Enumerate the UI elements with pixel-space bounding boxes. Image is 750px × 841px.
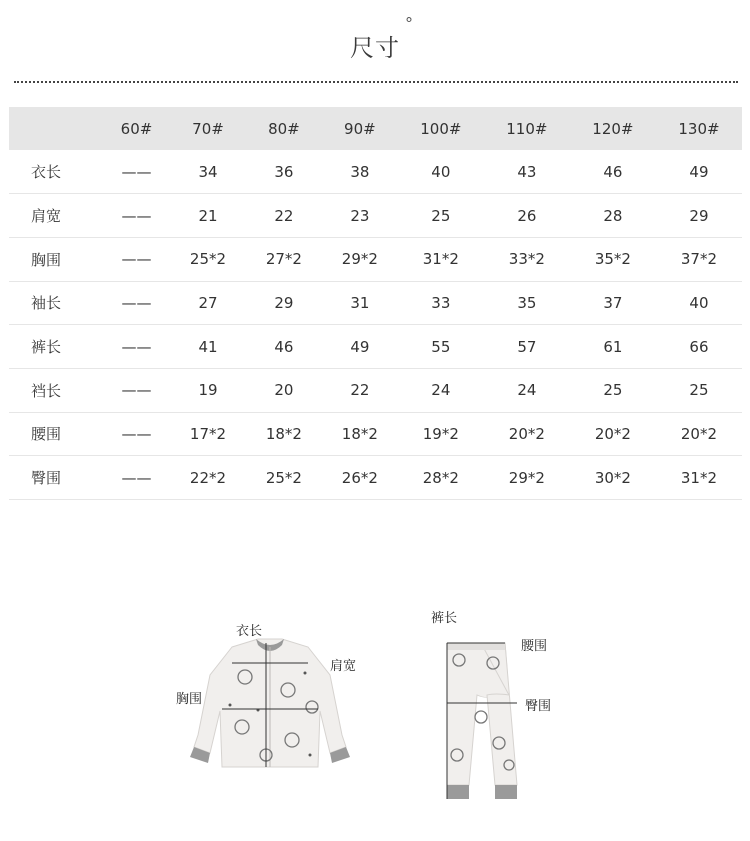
- table-row: [9, 194, 742, 238]
- table-cell: 20*2: [484, 412, 570, 456]
- table-cell: 35*2: [570, 237, 656, 281]
- table-cell: ——: [103, 412, 170, 456]
- table-cell: 22*2: [170, 456, 246, 500]
- table-cell: 20*2: [570, 412, 656, 456]
- table-cell: 22: [322, 368, 398, 412]
- table-cell: 49: [322, 325, 398, 369]
- table-cell: ——: [103, 237, 170, 281]
- table-cell: 46: [246, 325, 322, 369]
- table-cell: 37: [570, 281, 656, 325]
- header-size: 120#: [592, 119, 634, 138]
- header-size: 130#: [678, 119, 720, 138]
- title-mark: °: [405, 14, 414, 33]
- table-cell: 21: [170, 194, 246, 238]
- header-size: 60#: [120, 119, 153, 138]
- row-label: 衣长: [9, 150, 103, 194]
- header-size: 100#: [420, 119, 462, 138]
- table-cell: 17*2: [170, 412, 246, 456]
- header-corner: [9, 107, 103, 150]
- table-cell: 29*2: [484, 456, 570, 500]
- table-cell: 19*2: [398, 412, 484, 456]
- table-cell: 33*2: [484, 237, 570, 281]
- table-cell: 40: [398, 150, 484, 194]
- table-row: [9, 237, 742, 281]
- label-shoulder: 肩宽: [330, 659, 357, 674]
- table-cell: 49: [656, 150, 742, 194]
- table-cell: 25*2: [246, 456, 322, 500]
- size-table: [9, 107, 742, 500]
- table-cell: 43: [484, 150, 570, 194]
- table-cell: ——: [103, 456, 170, 500]
- table-cell: 35: [484, 281, 570, 325]
- table-cell: 31: [322, 281, 398, 325]
- table-cell: 38: [322, 150, 398, 194]
- size-table-header-row: [9, 107, 742, 150]
- pants-diagram: [425, 605, 575, 805]
- table-cell: 28: [570, 194, 656, 238]
- table-cell: 30*2: [570, 456, 656, 500]
- table-row: [9, 368, 742, 412]
- dotted-divider: [14, 81, 738, 83]
- row-label: 裆长: [9, 368, 103, 412]
- table-cell: 19: [170, 368, 246, 412]
- table-cell: ——: [103, 325, 170, 369]
- row-label: 裤长: [9, 325, 103, 369]
- table-cell: 24: [398, 368, 484, 412]
- table-row: [9, 456, 742, 500]
- table-cell: 26: [484, 194, 570, 238]
- table-cell: 31*2: [398, 237, 484, 281]
- table-cell: 29*2: [322, 237, 398, 281]
- page-title-text: 尺寸: [350, 34, 400, 62]
- table-cell: ——: [103, 194, 170, 238]
- table-cell: 26*2: [322, 456, 398, 500]
- table-cell: 25: [570, 368, 656, 412]
- header-size: 110#: [506, 119, 548, 138]
- table-cell: 25*2: [170, 237, 246, 281]
- table-cell: 25: [398, 194, 484, 238]
- label-waist: 腰围: [521, 639, 548, 654]
- table-cell: 18*2: [322, 412, 398, 456]
- table-cell: 46: [570, 150, 656, 194]
- table-cell: 66: [656, 325, 742, 369]
- row-label: 腰围: [9, 412, 103, 456]
- table-cell: 18*2: [246, 412, 322, 456]
- header-size: 80#: [268, 119, 300, 138]
- page-title: [350, 14, 414, 63]
- table-cell: 41: [170, 325, 246, 369]
- table-cell: 33: [398, 281, 484, 325]
- table-cell: 29: [246, 281, 322, 325]
- top-garment-diagram: [170, 615, 370, 790]
- table-row: [9, 412, 742, 456]
- table-cell: 40: [656, 281, 742, 325]
- label-pants-length: 裤长: [431, 611, 458, 626]
- table-cell: 34: [170, 150, 246, 194]
- table-cell: ——: [103, 150, 170, 194]
- table-cell: 22: [246, 194, 322, 238]
- header-size: 90#: [344, 119, 376, 138]
- label-chest: 胸围: [176, 692, 203, 707]
- row-label: 胸围: [9, 237, 103, 281]
- table-cell: 27: [170, 281, 246, 325]
- table-cell: 37*2: [656, 237, 742, 281]
- table-row: [9, 325, 742, 369]
- table-cell: 28*2: [398, 456, 484, 500]
- row-label: 肩宽: [9, 194, 103, 238]
- table-cell: 20*2: [656, 412, 742, 456]
- table-cell: 27*2: [246, 237, 322, 281]
- table-cell: 55: [398, 325, 484, 369]
- table-cell: 57: [484, 325, 570, 369]
- label-hip: 臀围: [525, 699, 552, 714]
- table-cell: 31*2: [656, 456, 742, 500]
- table-row: [9, 150, 742, 194]
- table-cell: ——: [103, 368, 170, 412]
- table-cell: 29: [656, 194, 742, 238]
- pants-illustration: [425, 605, 575, 805]
- table-cell: 36: [246, 150, 322, 194]
- header-size: 70#: [192, 119, 224, 138]
- table-cell: 25: [656, 368, 742, 412]
- table-cell: 23: [322, 194, 398, 238]
- label-top-length: 衣长: [236, 624, 263, 639]
- title-area: [0, 14, 750, 63]
- row-label: 臀围: [9, 456, 103, 500]
- table-cell: 61: [570, 325, 656, 369]
- row-label: 袖长: [9, 281, 103, 325]
- table-cell: 20: [246, 368, 322, 412]
- table-row: [9, 281, 742, 325]
- table-cell: 24: [484, 368, 570, 412]
- table-cell: ——: [103, 281, 170, 325]
